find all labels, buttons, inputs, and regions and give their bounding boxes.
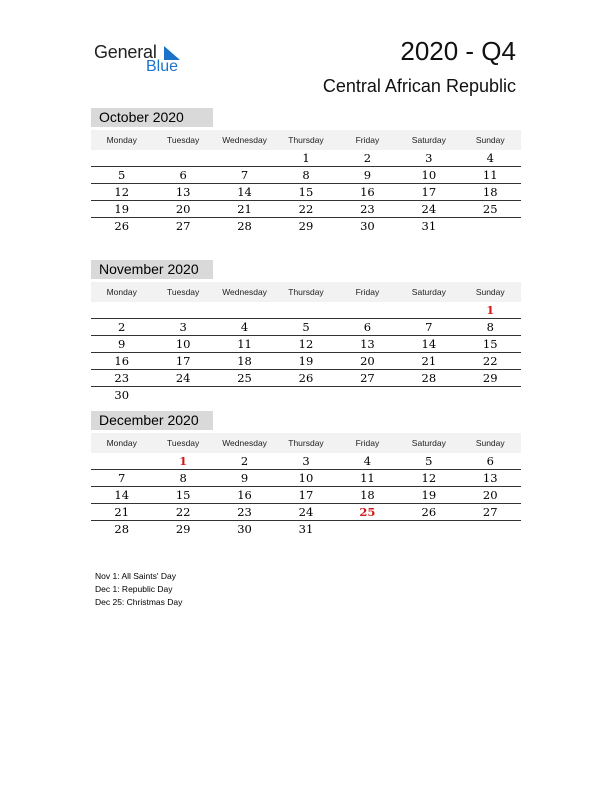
day-cell: 22 — [298, 202, 314, 216]
month-calendar — [91, 108, 521, 234]
weekday-label: Monday — [106, 135, 137, 145]
day-cell: 18 — [360, 488, 375, 502]
day-cell: 15 — [175, 488, 191, 502]
day-cell: 23 — [114, 371, 130, 385]
day-cell: 21 — [114, 505, 130, 519]
day-cell: 6 — [486, 454, 494, 468]
week-row — [91, 302, 521, 319]
day-cell: 16 — [237, 488, 252, 502]
day-cell: 31 — [421, 219, 437, 233]
day-cell: 3 — [179, 320, 187, 334]
day-cell: 17 — [298, 488, 314, 502]
day-cell: 12 — [114, 185, 130, 199]
country-name: Central African Republic — [322, 76, 516, 96]
weekday-label: Saturday — [411, 287, 446, 297]
day-cell: 24 — [175, 371, 191, 385]
day-cell: 4 — [486, 151, 494, 165]
weekday-label: Thursday — [288, 135, 324, 145]
day-cell: 14 — [421, 337, 437, 351]
weekday-label: Friday — [355, 135, 380, 145]
day-cell: 22 — [175, 505, 191, 519]
month-label: December 2020 — [91, 411, 213, 430]
day-cell: 14 — [114, 488, 130, 502]
day-cell: 11 — [482, 168, 498, 182]
weekday-label: Sunday — [475, 287, 505, 297]
day-cell: 12 — [421, 471, 437, 485]
weekday-label: Thursday — [288, 287, 324, 297]
holiday-day-cell: 1 — [486, 303, 495, 317]
week-row — [91, 201, 521, 218]
day-cell: 4 — [363, 454, 372, 468]
day-cell: 8 — [486, 320, 494, 334]
day-cell: 11 — [237, 337, 252, 351]
day-cell: 15 — [298, 185, 314, 199]
day-cell: 22 — [482, 354, 498, 368]
day-cell: 9 — [240, 471, 249, 485]
week-row — [91, 453, 521, 470]
day-cell: 29 — [482, 371, 498, 385]
day-cell: 7 — [118, 471, 126, 485]
day-cell: 3 — [425, 151, 433, 165]
day-cell: 17 — [175, 354, 191, 368]
day-cell: 10 — [175, 337, 191, 351]
day-cell: 8 — [302, 168, 310, 182]
day-cell: 6 — [179, 168, 187, 182]
day-cell: 20 — [482, 488, 498, 502]
day-cell: 27 — [175, 219, 191, 233]
day-cell: 6 — [363, 320, 372, 334]
day-cell: 28 — [114, 522, 130, 536]
holiday-note: Dec 1: Republic Day — [95, 584, 173, 594]
logo — [94, 42, 204, 82]
day-cell: 13 — [175, 185, 191, 199]
weekday-label: Monday — [106, 287, 137, 297]
day-cell: 20 — [175, 202, 191, 216]
day-cell: 14 — [237, 185, 252, 199]
weekday-header — [91, 130, 521, 150]
month-label: November 2020 — [91, 260, 213, 279]
day-cell: 2 — [240, 454, 249, 468]
weekday-label: Wednesday — [222, 287, 267, 297]
day-cell: 9 — [363, 168, 372, 182]
month-calendar — [91, 260, 521, 403]
day-cell: 25 — [237, 371, 252, 385]
day-cell: 4 — [240, 320, 249, 334]
day-cell: 29 — [175, 522, 191, 536]
weekday-label: Sunday — [475, 438, 505, 448]
month-label: October 2020 — [91, 108, 213, 127]
day-cell: 8 — [179, 471, 187, 485]
weekday-label: Saturday — [411, 438, 446, 448]
day-cell: 5 — [425, 454, 433, 468]
day-cell: 5 — [118, 168, 126, 182]
week-row — [91, 487, 521, 504]
day-cell: 3 — [302, 454, 310, 468]
holiday-day-cell: 1 — [179, 454, 188, 468]
day-cell: 26 — [114, 219, 130, 233]
day-cell: 27 — [482, 505, 498, 519]
day-cell: 28 — [237, 219, 252, 233]
weekday-label: Sunday — [475, 135, 505, 145]
holiday-notes — [95, 570, 182, 609]
week-row — [91, 150, 521, 167]
week-row — [91, 167, 521, 184]
week-row — [91, 184, 521, 201]
day-cell: 12 — [298, 337, 314, 351]
day-cell: 5 — [302, 320, 310, 334]
day-cell: 9 — [118, 337, 126, 351]
day-cell: 21 — [237, 202, 252, 216]
weekday-header — [91, 282, 521, 302]
day-cell: 25 — [482, 202, 498, 216]
logo-blue-text: Blue — [146, 58, 179, 75]
day-cell: 31 — [298, 522, 314, 536]
week-row — [91, 336, 521, 353]
day-cell: 11 — [360, 471, 375, 485]
day-cell: 30 — [114, 388, 130, 402]
week-row — [91, 521, 521, 537]
page-title: 2020 - Q4 — [400, 36, 516, 66]
day-cell: 2 — [363, 151, 372, 165]
holiday-day-cell: 25 — [359, 505, 376, 519]
weekday-label: Tuesday — [166, 438, 200, 448]
week-row — [91, 353, 521, 370]
day-cell: 20 — [360, 354, 375, 368]
day-cell: 13 — [482, 471, 498, 485]
week-row — [91, 218, 521, 234]
weekday-label: Friday — [355, 438, 380, 448]
day-cell: 19 — [298, 354, 314, 368]
weekday-header — [91, 433, 521, 453]
weekday-label: Saturday — [411, 135, 446, 145]
day-cell: 30 — [237, 522, 252, 536]
day-cell: 18 — [237, 354, 252, 368]
logo-general-text: General — [94, 42, 157, 62]
day-cell: 29 — [298, 219, 314, 233]
day-cell: 18 — [482, 185, 498, 199]
day-cell: 26 — [421, 505, 437, 519]
day-cell: 24 — [298, 505, 314, 519]
day-cell: 17 — [421, 185, 437, 199]
day-cell: 2 — [118, 320, 126, 334]
day-cell: 15 — [482, 337, 498, 351]
day-cell: 30 — [360, 219, 375, 233]
day-cell: 24 — [421, 202, 437, 216]
weekday-label: Friday — [355, 287, 380, 297]
day-cell: 26 — [298, 371, 314, 385]
weekday-label: Tuesday — [166, 135, 200, 145]
weekday-label: Monday — [106, 438, 137, 448]
week-row — [91, 504, 521, 521]
day-cell: 10 — [421, 168, 437, 182]
day-cell: 23 — [237, 505, 252, 519]
weekday-label: Thursday — [288, 438, 324, 448]
week-row — [91, 370, 521, 387]
day-cell: 27 — [360, 371, 375, 385]
day-cell: 19 — [114, 202, 130, 216]
day-cell: 13 — [360, 337, 375, 351]
month-calendar — [91, 411, 521, 537]
day-cell: 7 — [240, 168, 249, 182]
holiday-note: Nov 1: All Saints' Day — [95, 571, 176, 581]
weekday-label: Wednesday — [222, 438, 267, 448]
day-cell: 10 — [298, 471, 314, 485]
weekday-label: Wednesday — [222, 135, 267, 145]
day-cell: 16 — [360, 185, 375, 199]
week-row — [91, 387, 521, 403]
day-cell: 23 — [360, 202, 375, 216]
day-cell: 1 — [302, 151, 310, 165]
week-row — [91, 319, 521, 336]
day-cell: 19 — [421, 488, 437, 502]
week-row — [91, 470, 521, 487]
weekday-label: Tuesday — [166, 287, 200, 297]
holiday-note: Dec 25: Christmas Day — [95, 597, 183, 607]
day-cell: 7 — [425, 320, 433, 334]
day-cell: 21 — [421, 354, 437, 368]
day-cell: 28 — [421, 371, 437, 385]
day-cell: 16 — [114, 354, 130, 368]
